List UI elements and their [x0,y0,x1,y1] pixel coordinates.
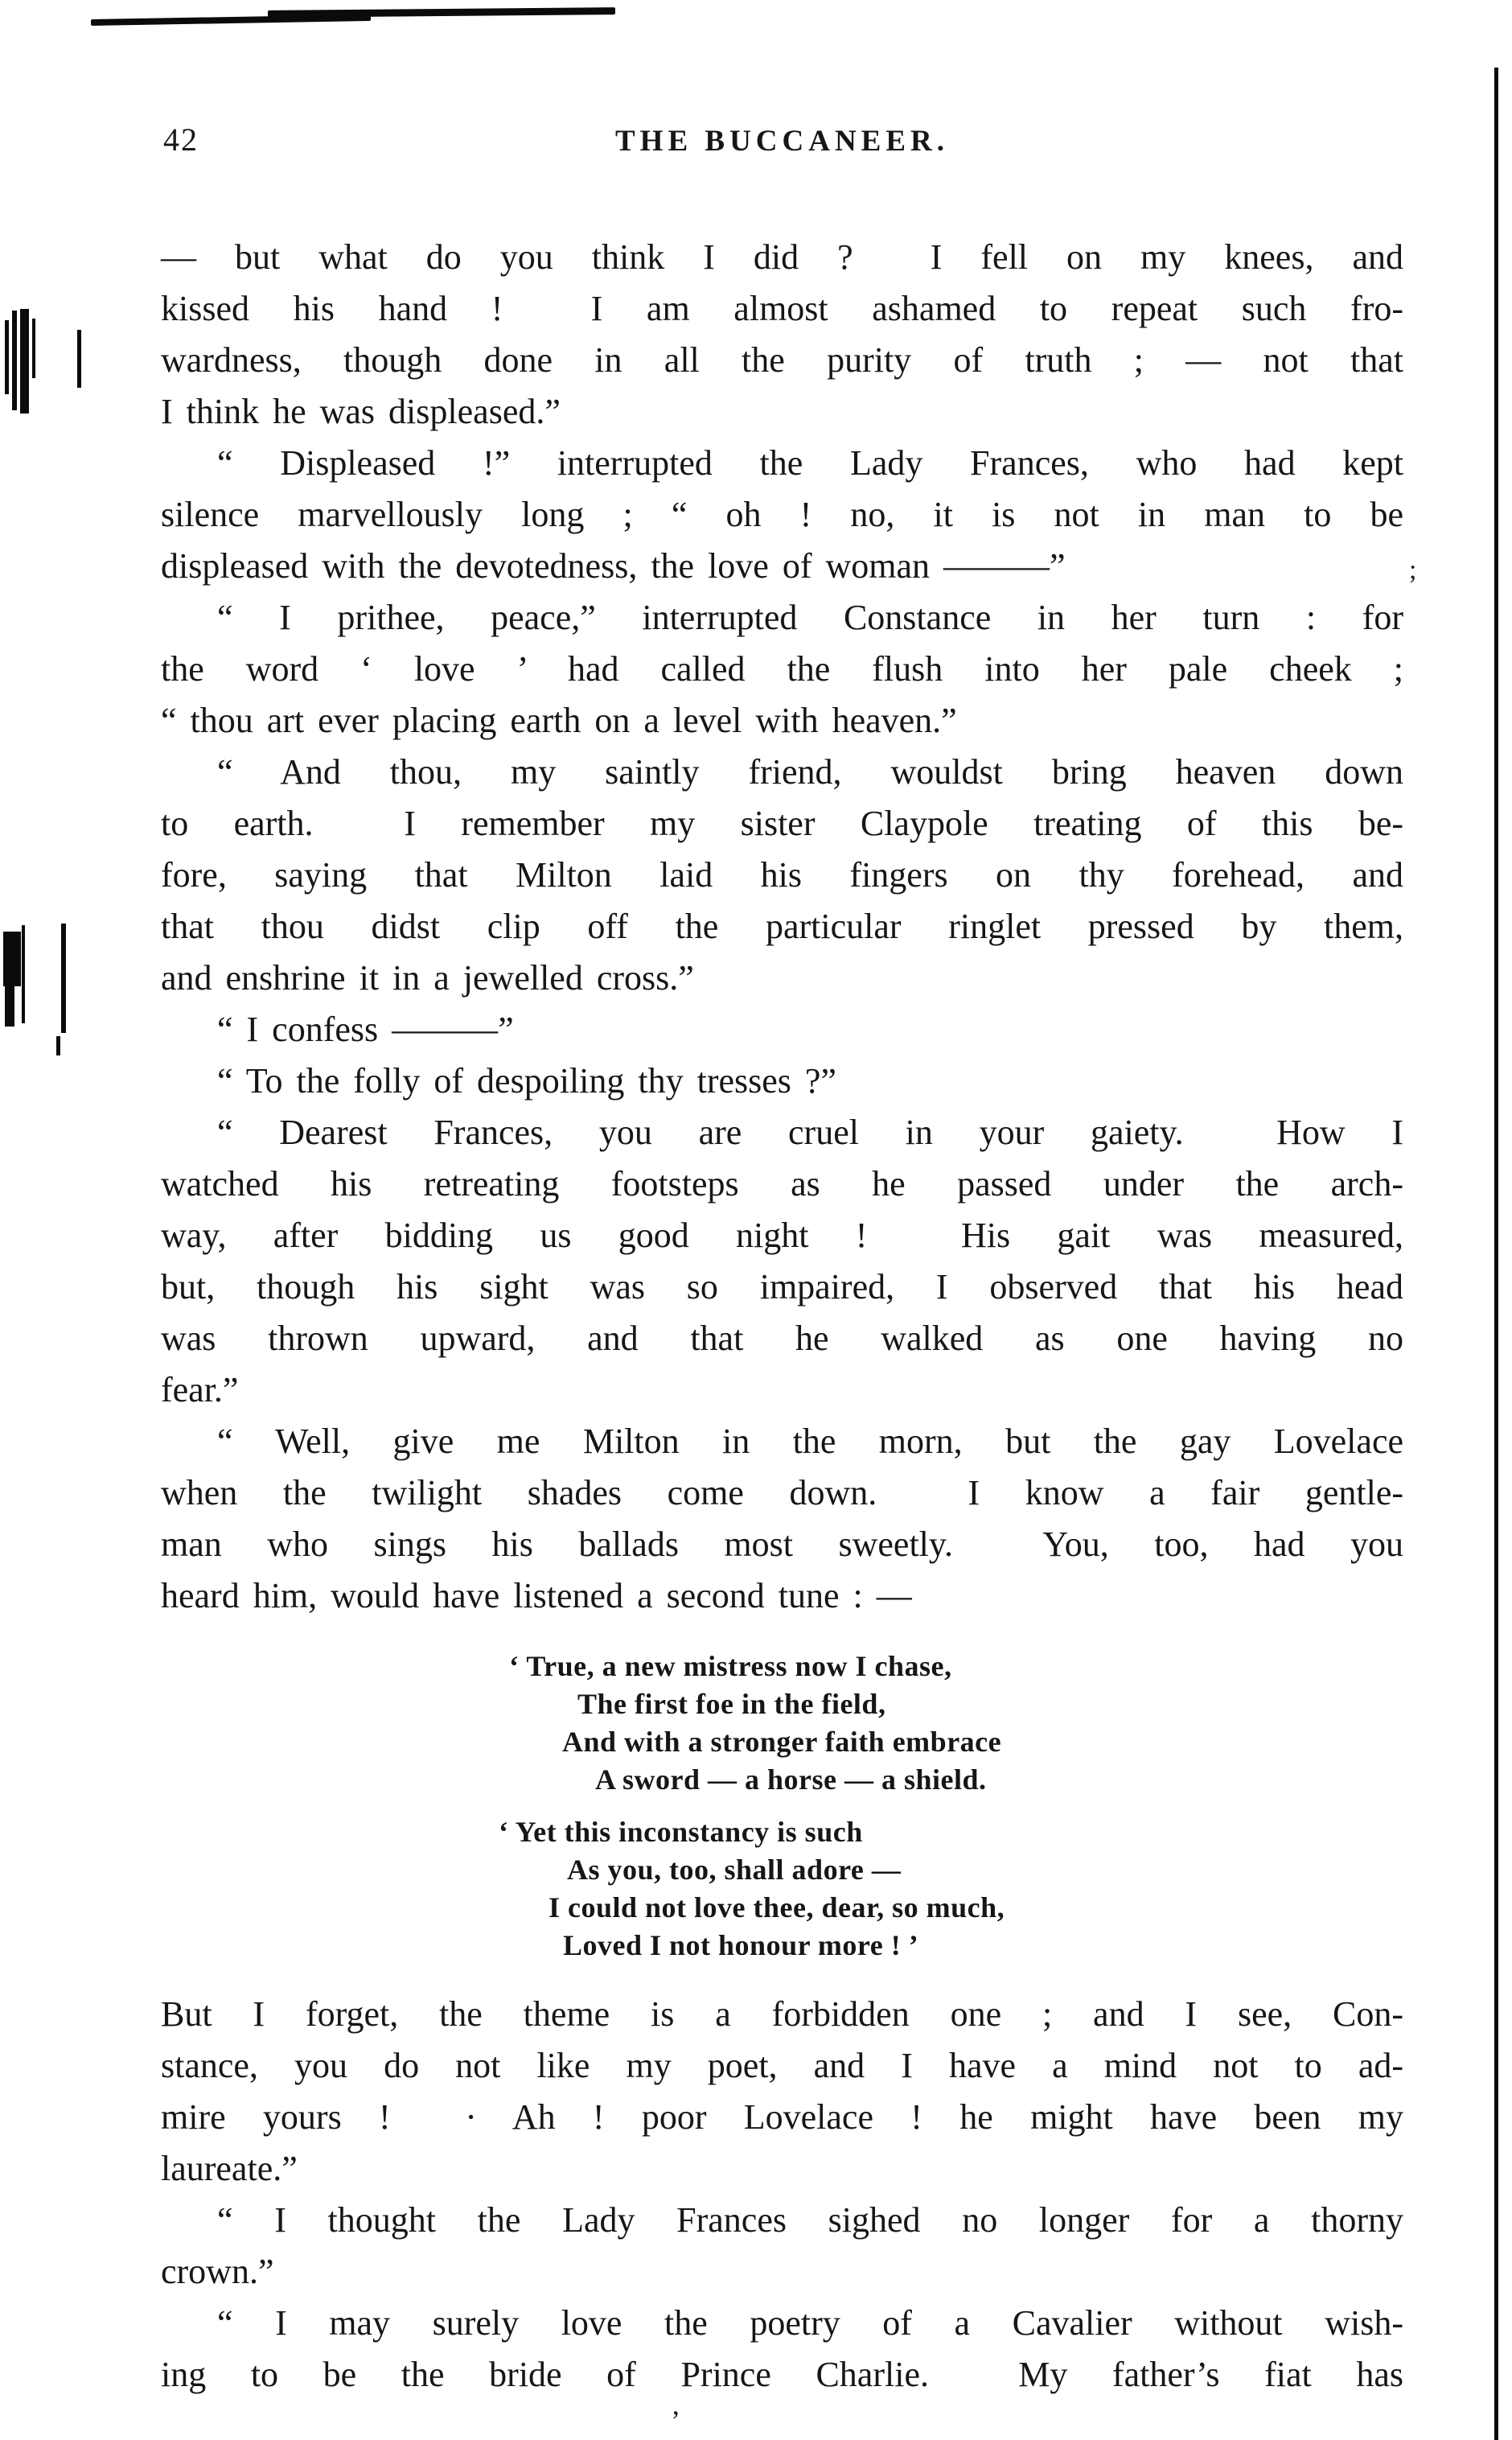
text-line: that thou didst clip off the particular ringlet pressed by them, [161,907,1403,946]
poem-line: I could not love thee, dear, so much, [549,1891,1005,1924]
text-line: crown.” [161,2252,274,2291]
text-line: fear.” [161,1370,239,1409]
text-line: “ I thought the Lady Frances sighed no longer for a thorny [217,2200,1403,2240]
scan-artifact-top-edge-line [268,7,615,18]
page-number: 42 [163,121,199,158]
poem-line: ‘ True, a new mistress now I chase, [509,1650,952,1682]
text-line: “ Dearest Frances, you are cruel in your gaiety. How I [217,1113,1403,1152]
scan-artifact-ink-smudge [5,320,9,394]
text-line: stance, you do not like my poet, and I have a mind not to ad- [161,2046,1403,2085]
text-line: laureate.” [161,2149,298,2188]
poem-line: A sword — a horse — a shield. [595,1763,987,1796]
scan-artifact-stray-mark: ’ [671,2405,680,2437]
scan-artifact-ink-smudge [20,309,29,414]
scan-artifact-ink-smudge [12,311,17,410]
scan-artifact-stray-mark: ; [1409,555,1417,585]
poem-block [161,1648,1403,1965]
text-line: displeased with the devotedness, the love of woman ———” [161,546,1066,586]
scan-artifact-ink-smudge [22,925,25,1023]
text-line: but, though his sight was so impaired, I observed that his head [161,1267,1403,1306]
scan-artifact-ink-smudge [56,1036,60,1055]
poem-line: As you, too, shall adore — [567,1854,902,1886]
text-line: way, after bidding us good night ! His gait was measured, [161,1216,1403,1255]
text-line: “ Well, give me Milton in the morn, but the gay Lovelace [217,1422,1403,1461]
scan-artifact-ink-smudge [5,986,14,1027]
text-line: when the twilight shades come down. I know a fair gentle- [161,1473,1403,1512]
text-line: the word ‘ love ’ had called the flush into her pale cheek ; [161,649,1403,689]
text-line: fore, saying that Milton laid his fingers on thy forehead, and [161,855,1403,895]
text-line: “ thou art ever placing earth on a level with heaven.” [161,701,957,740]
poem-stanza [161,1648,1403,1799]
text-line: ing to be the bride of Prince Charlie. My father’s fiat has [161,2355,1403,2394]
text-line: silence marvellously long ; “ oh ! no, it is not in man to be [161,495,1403,534]
text-line: I think he was displeased.” [161,392,561,431]
text-line: “ And thou, my saintly friend, wouldst bring heaven down [217,752,1403,792]
text-line: was thrown upward, and that he walked as one having no [161,1319,1403,1358]
text-line: But I forget, the theme is a forbidden one ; and I see, Con- [161,1994,1403,2034]
text-line: “ I may surely love the poetry of a Cavalier without wish- [217,2303,1403,2343]
text-line: mire yours ! · Ah ! poor Lovelace ! he might have been my [161,2097,1403,2137]
text-line: and enshrine it in a jewelled cross.” [161,958,694,998]
poem-stanza [161,1813,1403,1965]
poem-line: The first foe in the field, [577,1688,886,1720]
scan-artifact-right-border [1494,68,1498,2440]
text-line: man who sings his ballads most sweetly. You, too, had you [161,1524,1403,1564]
text-line: wardness, though done in all the purity of truth ; — not that [161,340,1403,380]
text-line: “ I prithee, peace,” interrupted Constance in her turn : for [217,598,1403,637]
scan-artifact-ink-smudge [61,924,66,1033]
scan-artifact-ink-smudge [77,330,81,388]
poem-line: Loved I not honour more ! ’ [563,1929,919,1961]
text-line: kissed his hand ! I am almost ashamed to repeat such fro- [161,289,1403,328]
text-line: to earth. I remember my sister Claypole treating of this be- [161,804,1403,843]
scan-artifact-ink-smudge [3,932,21,986]
scan-artifact-ink-smudge [32,319,35,378]
text-line: “ Displeased !” interrupted the Lady Frances, who had kept [217,443,1403,483]
text-line: heard him, would have listened a second tune : — [161,1576,912,1615]
text-line: “ I confess ———” [217,1010,514,1049]
text-line: watched his retreating footsteps as he passed under the arch- [161,1164,1403,1204]
page-text [161,232,1403,2401]
text-line: — but what do you think I did ? I fell on my knees, and [161,237,1403,277]
poem-line: And with a stronger faith embrace [562,1726,1002,1758]
running-title: THE BUCCANEER. [615,125,949,158]
text-line: “ To the folly of despoiling thy tresses ?” [217,1061,836,1101]
poem-line: ‘ Yet this inconstancy is such [499,1816,863,1848]
